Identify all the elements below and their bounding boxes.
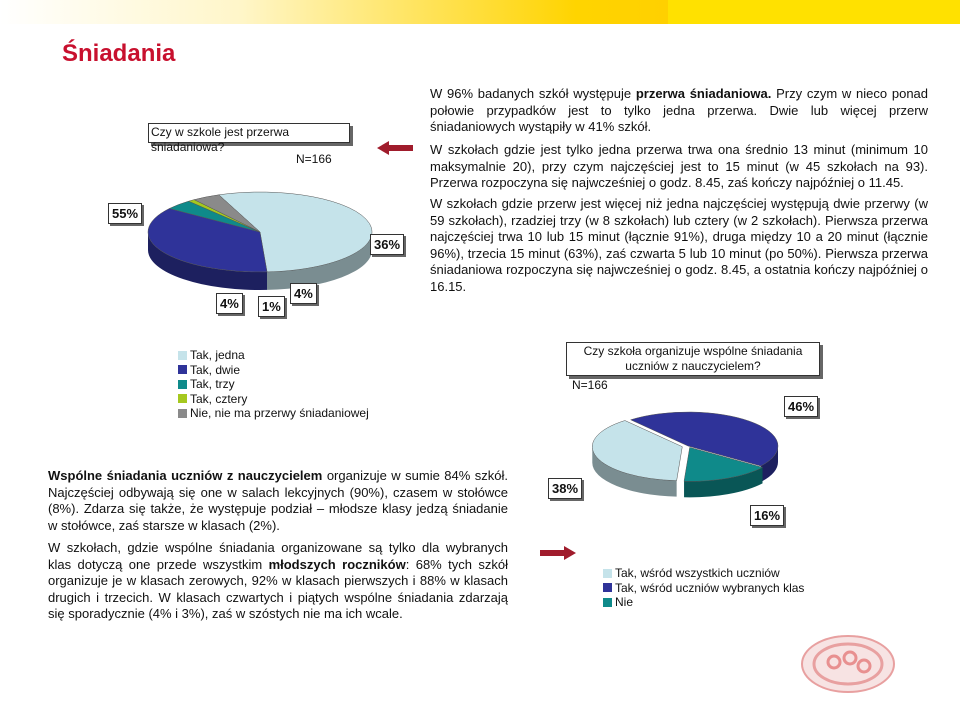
paragraph-multiple-breaks <box>430 196 928 295</box>
paragraph-2-text: W szkołach gdzie jest tylko jedna przerwa trwa ona średnio 13 minut (minimum 10 maksymalnie 20), przy czym najczęściej jest to 15 minut (w 45 szkołach na 93). Przerwa rozpoczyna się najwcześniej o godz. 8.45, zaś kończy najpóźniej o 11.45. <box>430 142 928 190</box>
top-banner-accent <box>668 0 960 24</box>
page-title: Śniadania <box>62 40 176 67</box>
chart2-legend <box>603 566 804 610</box>
pie-chart-breakfast-break <box>142 190 382 300</box>
chart1-legend-item <box>178 377 369 392</box>
data-label: 38% <box>548 478 582 499</box>
arrow-left-icon <box>377 141 413 155</box>
paragraph-5-text: W szkołach, gdzie wspólne śniadania organizowane są tylko dla wybranych klas dotyczą one przede wszystkim młodszych roczników: 68% tych szkół organizuje je w klasach zerowych, 92% w klasach pierwszych i 88% w klasach drugich i trzecich. W klasach czwartych i piątych wspólne śniadania zdarzają się sporadycznie (4% i 3%), zaś w szóstych nie ma ich wcale. <box>48 540 508 621</box>
legend-swatch <box>178 380 187 389</box>
chart2-question: Czy szkoła organizuje wspólne śniadania uczniów z nauczycielem? <box>583 344 803 373</box>
data-label: 16% <box>750 505 784 526</box>
legend-swatch <box>603 598 612 607</box>
data-label: 4% <box>216 293 243 314</box>
paragraph-breakfast-overview <box>430 86 928 136</box>
legend-label: Nie <box>615 595 634 609</box>
legend-label: Tak, trzy <box>190 377 235 391</box>
legend-swatch <box>178 394 187 403</box>
legend-label: Nie, nie ma przerwy śniadaniowej <box>190 406 369 420</box>
paragraph-single-break <box>430 142 928 192</box>
paragraph-3-text: W szkołach gdzie przerw jest więcej niż jedna najczęściej występują dwie przerwy (w 59 szkołach), rzadziej trzy (w 8 szkołach) lub cztery (w 2 szkołach). Pierwsza przerwa najczęściej trwa 10 lub 15 minut (łącznie 91%), druga między 10 a 20 minut (łącznie 96%), trzecia 15 minut (63%), zaś czwarta 5 lub 10 minut (po 50%). Pierwsza przerwa śniadaniowa rozpoczyna się najwcześniej o godz. 8.45, a ostatnia kończy najpóźniej o 16.15. <box>430 196 928 294</box>
legend-swatch <box>603 569 612 578</box>
legend-label: Tak, dwie <box>190 362 241 377</box>
chart2-n-label: N=166 <box>572 378 608 392</box>
arrow-right-icon <box>540 546 576 560</box>
pie-chart-joint-breakfast <box>592 402 792 502</box>
data-label: 36% <box>370 234 404 255</box>
paragraph-4-text: Wspólne śniadania uczniów z nauczycielem organizuje w sumie 84% szkół. Najczęściej odbywają się one w salach lekcyjnych (90%), czasem w stołówce (8%). Zdarza się także, że występuje podział – młodsze klasy jedzą śniadanie w stołówce, zaś starsze w klasach (2%). <box>48 468 508 533</box>
legend-swatch <box>178 365 187 374</box>
legend-label: Tak, wśród wszystkich uczniów <box>615 566 780 580</box>
chart2-question-box <box>566 342 820 376</box>
data-label: 46% <box>784 396 818 417</box>
chart1-legend-item <box>178 348 369 363</box>
data-label: 4% <box>290 283 317 304</box>
paragraph-younger-grades <box>48 540 508 623</box>
paragraph-1-text: W 96% badanych szkół występuje przerwa śniadaniowa. Przy czym w nieco ponad połowie przypadków jest to tylko jedna przerwa. Dwie lub więcej przerw śniadaniowych wystąpiły w 41% szkół. <box>430 86 929 134</box>
legend-label: Tak, wśród uczniów wybranych klas <box>615 580 805 595</box>
legend-swatch <box>178 409 187 418</box>
legend-label: Tak, jedna <box>190 348 245 362</box>
chart1-legend <box>178 348 369 421</box>
legend-swatch <box>603 583 612 592</box>
chart2-legend-item <box>603 566 804 581</box>
paragraph-joint-breakfast <box>48 468 508 534</box>
chart1-legend-item <box>178 406 369 421</box>
chart1-legend-item <box>178 363 369 378</box>
chart2-legend-item <box>603 595 804 610</box>
legend-label: Tak, cztery <box>190 391 248 406</box>
chart1-question: Czy w szkole jest przerwa śniadaniowa? <box>151 125 290 154</box>
chart1-legend-item <box>178 392 369 407</box>
chart2-legend-item <box>603 581 804 596</box>
program-logo <box>798 632 898 696</box>
data-label: 55% <box>108 203 142 224</box>
chart1-n-label: N=166 <box>296 152 332 166</box>
data-label: 1% <box>258 296 285 317</box>
legend-swatch <box>178 351 187 360</box>
chart1-question-box <box>148 123 350 154</box>
